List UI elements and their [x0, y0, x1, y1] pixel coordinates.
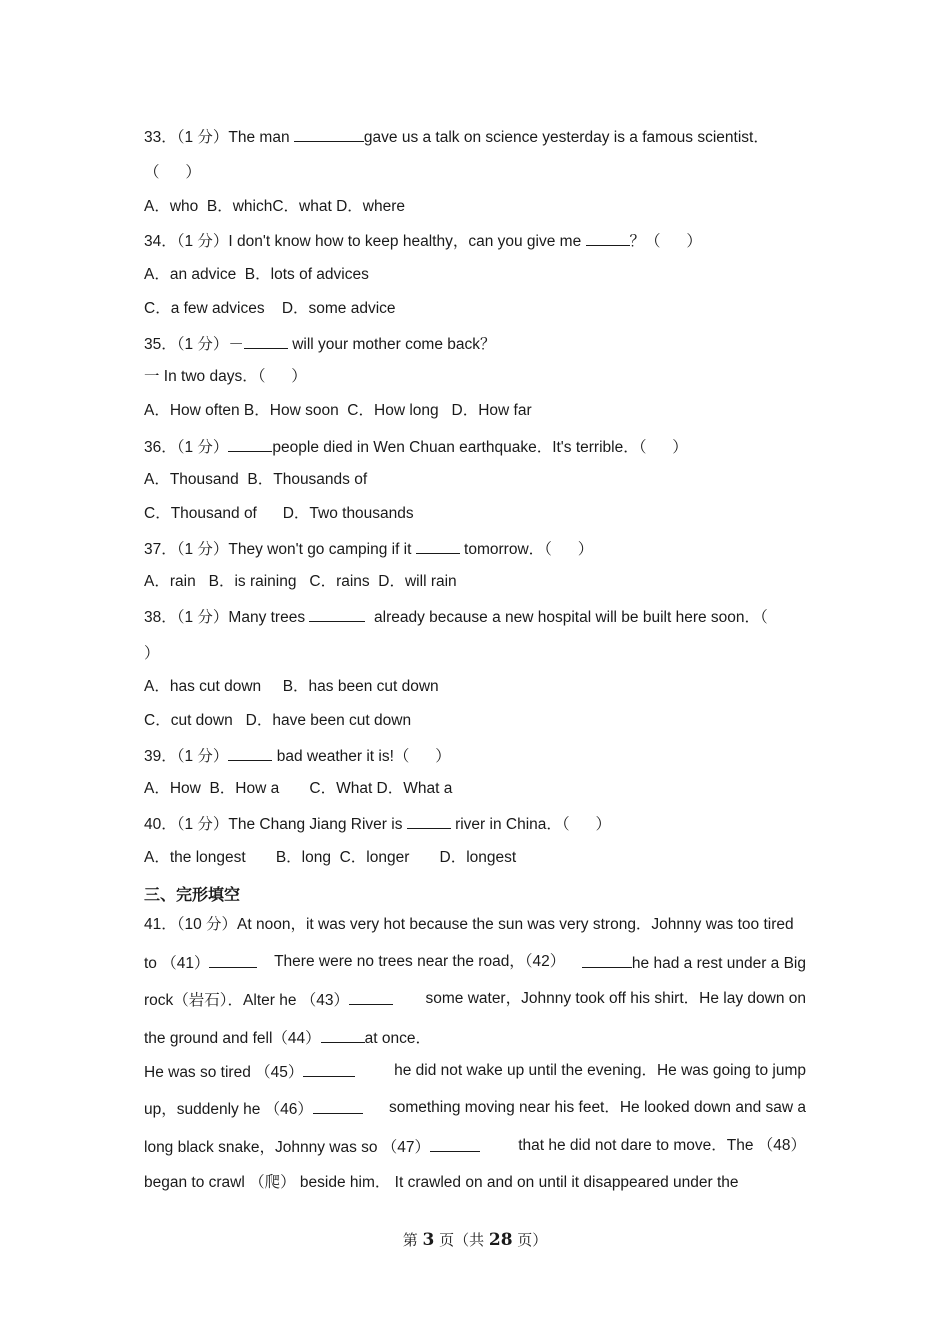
q34-stem: 34．（1 分）I don't know how to keep healthy，can you give me ？（ ） — [144, 230, 702, 252]
answer-blank — [430, 1136, 480, 1152]
q41-line-4: the ground and fell（44） at once． — [144, 1027, 431, 1049]
q38-options-2: C．cut down D．have been cut down — [144, 712, 412, 729]
answer-blank — [582, 952, 632, 968]
q41-line-2: to （41） There were no trees near the road，（42） he had a rest under a Big — [144, 953, 806, 972]
answer-blank — [228, 436, 272, 452]
q41-line-8: began to crawl （爬） beside him． It crawled on and on until it disappeared under the — [144, 1174, 739, 1191]
q35-reply: 一 In two days．（ ） — [144, 368, 307, 385]
page-footer: 第 3 页（共 28 页） — [402, 1230, 548, 1250]
answer-blank — [321, 1027, 365, 1043]
q37-stem: 37．（1 分）They won't go camping if it tomorrow．（ ） — [144, 538, 593, 560]
answer-blank — [294, 126, 364, 142]
answer-blank — [244, 333, 288, 349]
q40-options: A．the longest B．long C．longer D．longest — [144, 849, 517, 866]
answer-blank — [313, 1098, 363, 1114]
q38-paren: ） — [144, 645, 160, 662]
answer-blank — [228, 745, 272, 761]
answer-blank — [209, 952, 257, 968]
q33-stem: 33．（1 分）The man gave us a talk on science yesterday is a famous scientist． — [144, 126, 769, 148]
q39-options: A．How B．How a C．What D．What a — [144, 780, 453, 797]
answer-blank — [309, 606, 365, 622]
q40-stem: 40．（1 分）The Chang Jiang River is river in China．（ ） — [144, 813, 611, 835]
q36-options-1: A．Thousand B．Thousands of — [144, 471, 368, 488]
answer-blank — [303, 1061, 355, 1077]
answer-blank — [349, 989, 393, 1005]
q39-stem: 39．（1 分） bad weather it is!（ ） — [144, 745, 451, 767]
q41-line-6: up，suddenly he （46） something moving near his feet．He looked down and saw a — [144, 1099, 806, 1118]
q41-line-1: 41．（10 分）At noon，it was very hot because the sun was very strong．Johnny was too tired — [144, 916, 794, 933]
page-total: 28 — [488, 1230, 513, 1250]
section-title: 三、完形填空 — [144, 885, 241, 904]
page-number: 3 — [422, 1230, 435, 1250]
q36-stem: 36．（1 分） people died in Wen Chuan earthquake．It's terrible．（ ） — [144, 436, 688, 458]
q41-line-7: long black snake，Johnny was so （47） that he did not dare to move．The （48） — [144, 1137, 806, 1156]
q34-options-2: C．a few advices D．some advice — [144, 300, 396, 317]
q38-stem: 38．（1 分）Many trees already because a new hospital will be built here soon．（ — [144, 606, 768, 628]
answer-blank — [586, 230, 630, 246]
q35-stem: 35．（1 分）－ will your mother come back？ — [144, 333, 496, 355]
q35-options: A．How often B．How soon C．How long D．How far — [144, 402, 532, 419]
q41-line-5: He was so tired （45） he did not wake up until the evening．He was going to jump — [144, 1062, 806, 1081]
q36-options-2: C．Thousand of D．Two thousands — [144, 505, 414, 522]
q33-options: A．who B．whichC．what D．where — [144, 198, 406, 215]
q38-options-1: A．has cut down B．has been cut down — [144, 678, 439, 695]
q34-options-1: A．an advice B．lots of advices — [144, 266, 369, 283]
q41-line-3: rock（岩石）．Alter he （43） some water，Johnny took off his shirt．He lay down on — [144, 990, 806, 1009]
q37-options: A．rain B．is raining C．rains D．will rain — [144, 573, 457, 590]
answer-blank — [407, 813, 451, 829]
answer-blank — [416, 538, 460, 554]
q33-paren: （ ） — [144, 164, 201, 181]
